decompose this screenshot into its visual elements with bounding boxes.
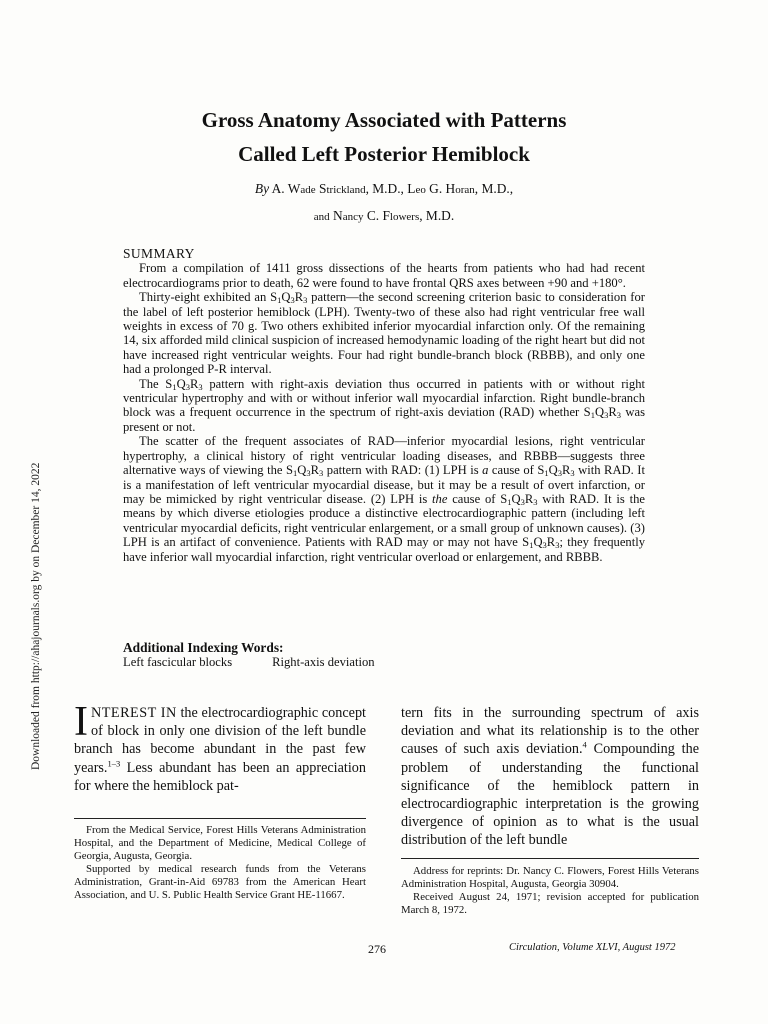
body-right-text: tern fits in the surrounding spectrum of axis deviation and what its relationship is to the other causes of such axis deviation. <box>401 705 699 758</box>
page-number: 276 <box>368 942 386 956</box>
summary-heading: SUMMARY <box>123 246 195 261</box>
author-3-b: C. F <box>363 208 390 223</box>
by-label: By <box>254 181 270 196</box>
author-2-b: G. H <box>425 181 456 196</box>
footnote-affiliation-p2: Supported by medical research funds from the Veterans Administration, Grant-in-Aid 69783 from the American Heart Association, and U. S. Public Health Service Grant HE-11667. <box>74 863 366 901</box>
body-column-left <box>74 699 367 795</box>
journal-citation: Circulation, Volume XLVI, August 1972 <box>509 942 676 953</box>
summary-paragraph-4: The scatter of the frequent associates of RAD—inferior myocardial lesions, right ventricular hypertrophy, a clinical history of right ventricular loading diseases, and RBBB—suggests three alternative ways of viewing the $S_1Q_3R_3$ pattern with RAD: (1) LPH is a cause of $S_1Q_3R_3$ with RAD. It is a manifestation of left ventricular myocardial disease, but it may be a result of overt infarction, or may be mimicked by right ventricular disease. (2) LPH is the cause of $S_1Q_3R_3$ with RAD. It is the means by which diverse etiologies produce a distinctive electrocardiographic pattern (including left ventricular myocardial deficits, right ventricular enlargement, or a small group of unknown causes). (3) LPH is an artifact of convenience. Patients with RAD may or may not have $S_1Q_3R_3$; they frequently have inferior wall myocardial infarction, right ventricular overload or enlargement, and RBBB. <box>123 434 646 564</box>
author-2-degree: , M.D., <box>474 181 514 196</box>
indexing-words <box>123 640 523 670</box>
author-2: L <box>407 181 416 196</box>
indexing-term-1: Left fascicular blocks <box>123 655 233 669</box>
body-column-right <box>401 704 699 850</box>
footnote-reprints <box>401 865 699 917</box>
authors-line-2 <box>0 206 768 227</box>
body-right-text-2: Compounding the problem of understanding the functional significance of the hemiblock pattern in electrocardiographic interpretation is the growing divergence of opinion as to what is the usual distribution of the left bundle <box>401 741 699 849</box>
summary-section <box>123 247 645 564</box>
reference-4: 4 <box>582 739 587 750</box>
author-1-sc: ade <box>300 184 316 196</box>
footnote-rule-left <box>74 818 366 819</box>
footnote-affiliation-p1: From the Medical Service, Forest Hills Veterans Administration Hospital, and the Department of Medicine, Medical College of Georgia, Augusta, Georgia. <box>74 824 366 862</box>
author-1-sc2: trickland <box>326 184 366 196</box>
footnote-affiliation <box>74 824 366 902</box>
summary-paragraph-2: Thirty-eight exhibited an $S_1Q_3R_3$ pattern—the second screening criterion basic to consideration for the label of left posterior hemiblock (LPH). Twenty-two of these also had right ventricular free wall weights in excess of 70 g. Two others exhibited inferior myocardial infarction only. Of the remaining 14, six afforded mild clinical suspicion of increased hemodynamic loading of the right heart but did not have increased right ventricular weights. Four had right bundle-branch block (RBBB), and only one had a prolonged P-R interval. <box>123 290 645 377</box>
author-1-degree: , M.D., <box>365 181 408 196</box>
summary-paragraph-1: From a compilation of 1411 gross dissections of the hearts from patients who had had recent electrocardiograms prior to death, 62 were found to have frontal QRS axes between +90 and +180°. <box>123 261 645 290</box>
footnote-received-p2: Received August 24, 1971; revision accepted for publication March 8, 1972. <box>401 891 699 916</box>
intro-text: the electrocardiographic concept of block in only one division of the left bundle branch has become abundant in the past few years. <box>74 705 367 776</box>
author-3-sc2: lowers <box>389 211 420 223</box>
summary-paragraph-3: The $S_1Q_3R_3$ pattern with right-axis deviation thus occurred in patients with or without right ventricular hypertrophy and with or without inferior wall myocardial infarction. Right bundle-branch block was a frequent occurrence in the spectrum of right-axis deviation (RAD) whether $S_1Q_3R_3$ was present or not. <box>123 376 646 434</box>
indexing-term-2: Right-axis deviation <box>272 655 375 669</box>
author-2-sc2: oran <box>455 184 475 196</box>
author-1: A. W <box>271 181 301 196</box>
drop-cap: I <box>74 699 88 745</box>
intro-text-2: Less abundant has been an appreciation for where the hemiblock pat- <box>74 759 366 794</box>
author-3-degree: , M.D. <box>419 208 455 223</box>
download-side-note: Downloaded from http://ahajournals.org by on December 14, 2022 <box>30 462 42 770</box>
article-title-line-2: Called Left Posterior Hemiblock <box>238 142 530 166</box>
indexing-terms <box>123 655 523 670</box>
author-3-sc: ancy <box>342 211 364 223</box>
article-title-line-1: Gross Anatomy Associated with Patterns <box>201 108 567 132</box>
authors-line-1 <box>0 179 768 200</box>
lead-words: NTEREST IN <box>91 705 177 721</box>
and-label: and <box>313 211 330 223</box>
author-3: N <box>329 208 343 223</box>
reference-1-3: 1–3 <box>107 757 121 768</box>
footnote-reprints-p1: Address for reprints: Dr. Nancy C. Flowers, Forest Hills Veterans Administration Hospital, Augusta, Georgia 30904. <box>401 865 699 890</box>
author-1-b: S <box>315 181 327 196</box>
indexing-heading: Additional Indexing Words: <box>123 640 284 655</box>
footnote-rule-right <box>401 858 699 859</box>
author-2-sc: eo <box>415 184 426 196</box>
